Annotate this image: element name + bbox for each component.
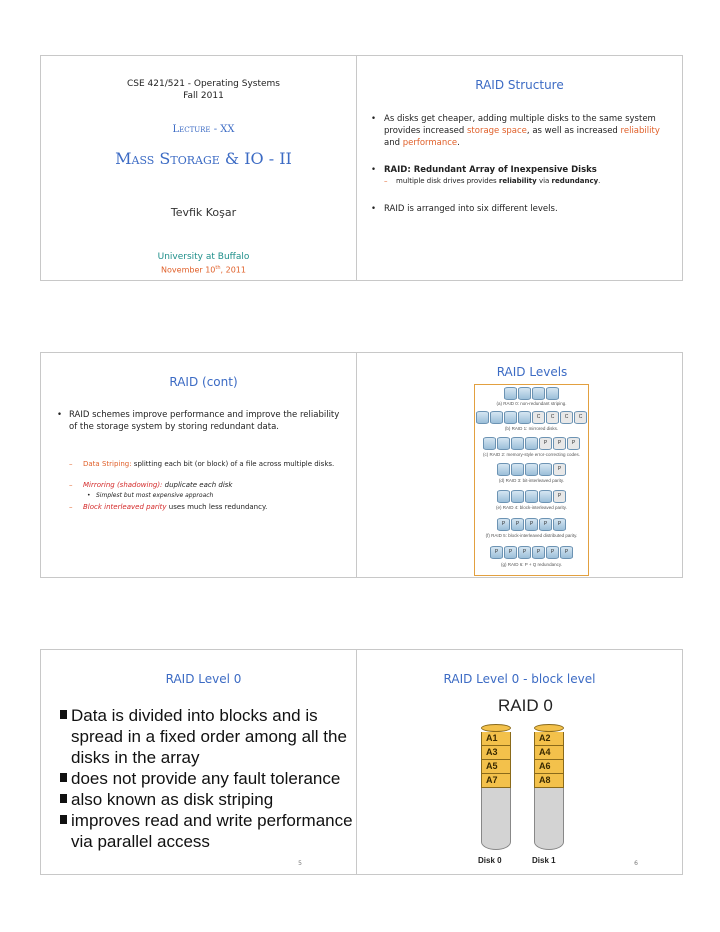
text: . bbox=[598, 177, 601, 185]
disk-icon bbox=[525, 490, 538, 503]
block: A1 bbox=[481, 732, 511, 746]
disk-top bbox=[481, 724, 511, 732]
bullet-no-fault-tolerance bbox=[60, 768, 360, 789]
bullet-performance bbox=[60, 810, 360, 852]
block: A8 bbox=[534, 774, 564, 788]
square-bullet-icon bbox=[60, 794, 67, 803]
text: duplicate each disk bbox=[162, 481, 233, 489]
raid-acronym: RAID: Redundant Array of Inexpensive Disks bbox=[384, 165, 597, 175]
disk-icon: P bbox=[518, 546, 531, 559]
disk-icon bbox=[525, 437, 538, 450]
bullet-data-divided bbox=[60, 705, 360, 768]
disk-1-label: Disk 1 bbox=[532, 856, 556, 865]
raid5-label: (f) RAID 5: block-interleaved distributed parity. bbox=[485, 533, 578, 538]
highlight-performance: performance bbox=[402, 138, 458, 148]
block: A3 bbox=[481, 746, 511, 760]
disk-icon bbox=[525, 463, 538, 476]
disk-icon: P bbox=[560, 546, 573, 559]
text-bold: redundancy bbox=[551, 177, 599, 185]
raid0-label: (a) RAID 0: non-redundant striping. bbox=[496, 401, 567, 406]
disk-icon: P bbox=[532, 546, 545, 559]
disk-icon: P bbox=[567, 437, 580, 450]
raid3-label: (d) RAID 3: bit-interleaved parity. bbox=[498, 478, 565, 483]
bullet-disk-striping bbox=[60, 789, 360, 810]
slide-raid-level-0 bbox=[40, 649, 367, 875]
term-block-parity: Block interleaved parity bbox=[83, 503, 167, 511]
raid2-label: (c) RAID 2: memory-style error-correcting codes. bbox=[482, 452, 581, 457]
square-bullet-icon bbox=[60, 710, 67, 719]
text: improves read and write performance via parallel access bbox=[71, 811, 353, 851]
page-number: 5 bbox=[298, 860, 302, 867]
disk-icon bbox=[497, 437, 510, 450]
raid-levels-figure bbox=[474, 384, 589, 576]
course-name: CSE 421/521 - Operating Systems bbox=[126, 79, 280, 89]
disk-icon bbox=[546, 387, 559, 400]
text: via bbox=[536, 177, 552, 185]
disk-icon: C bbox=[546, 411, 559, 424]
disk-0 bbox=[481, 724, 511, 852]
slide-raid-levels bbox=[356, 352, 683, 578]
disk-empty-space bbox=[534, 788, 564, 850]
text-bold: reliability bbox=[498, 177, 537, 185]
slide-title: RAID Levels bbox=[496, 365, 568, 379]
slide-raid0-block-level bbox=[356, 649, 683, 875]
disk-icon: C bbox=[532, 411, 545, 424]
disk-icon bbox=[518, 387, 531, 400]
bullet-raid-definition: • RAID: Redundant Array of Inexpensive Disks bbox=[371, 165, 597, 175]
lecture-title: Mass Storage & IO - II bbox=[115, 149, 292, 168]
disk-top bbox=[534, 724, 564, 732]
raid1-label: (b) RAID 1: mirrored disks. bbox=[504, 426, 559, 431]
date-year: , 2011 bbox=[220, 265, 246, 275]
raid0-disks bbox=[475, 387, 588, 400]
raid1-disks bbox=[475, 411, 588, 424]
block: A4 bbox=[534, 746, 564, 760]
text: also known as disk striping bbox=[71, 790, 274, 809]
disk-icon: P bbox=[546, 546, 559, 559]
text: Data is divided into blocks and is spread in a fixed order among all the disks in the array bbox=[71, 706, 347, 767]
raid4-label: (e) RAID 4: block-interleaved parity. bbox=[496, 505, 567, 510]
disk-icon bbox=[483, 437, 496, 450]
disk-icon: P bbox=[553, 518, 566, 531]
block: A5 bbox=[481, 760, 511, 774]
disk-icon bbox=[497, 463, 510, 476]
disk-icon: C bbox=[574, 411, 587, 424]
disk-icon bbox=[518, 411, 531, 424]
block: A6 bbox=[534, 760, 564, 774]
text: does not provide any fault tolerance bbox=[71, 769, 341, 788]
disk-icon: P bbox=[539, 518, 552, 531]
disk-icon bbox=[490, 411, 503, 424]
disk-0-label: Disk 0 bbox=[478, 856, 502, 865]
disk-icon bbox=[532, 387, 545, 400]
text: As disks get cheaper, adding multiple disks to the same system provides increased bbox=[384, 114, 656, 136]
disk-1 bbox=[534, 724, 564, 852]
term: Fall 2011 bbox=[183, 91, 224, 101]
text: Simplest but most expensive approach bbox=[96, 492, 214, 499]
text: multiple disk drives provides bbox=[396, 177, 499, 185]
disk-icon: P bbox=[511, 518, 524, 531]
bullet-cheaper-disks: • As disks get cheaper, adding multiple disks to the same system provides increased storage space, as well as increased reliability and performance. bbox=[371, 114, 660, 148]
disk-icon bbox=[504, 387, 517, 400]
sub-bullet-redundancy: – multiple disk drives provides reliability via redundancy. bbox=[384, 177, 601, 185]
highlight-reliability: reliability bbox=[620, 126, 660, 136]
raid5-disks bbox=[475, 518, 588, 531]
block: A7 bbox=[481, 774, 511, 788]
text: RAID schemes improve performance and improve the reliability of the storage system by storing redundant data. bbox=[69, 410, 340, 432]
lecture-number: Lecture - XX bbox=[172, 124, 235, 135]
date-sup: th bbox=[215, 265, 221, 271]
text: . bbox=[457, 138, 460, 148]
square-bullet-icon bbox=[60, 773, 67, 782]
text: RAID is arranged into six different levels. bbox=[384, 204, 558, 214]
raid3-disks bbox=[475, 463, 588, 476]
slide-title: RAID (cont) bbox=[169, 375, 238, 389]
square-bullet-icon bbox=[60, 815, 67, 824]
disk-icon: P bbox=[490, 546, 503, 559]
university: University at Buffalo bbox=[157, 252, 250, 262]
disk-icon: P bbox=[553, 437, 566, 450]
slide-raid-structure bbox=[356, 55, 683, 281]
text: uses much less redundancy. bbox=[166, 503, 268, 511]
disk-icon bbox=[511, 437, 524, 450]
disk-icon: P bbox=[553, 463, 566, 476]
page-number: 6 bbox=[634, 860, 638, 867]
author: Tevfik Koşar bbox=[170, 206, 237, 219]
disk-icon bbox=[504, 411, 517, 424]
slide-title: RAID Level 0 - block level bbox=[443, 672, 596, 686]
term-mirroring: Mirroring (shadowing): bbox=[83, 481, 163, 489]
sub-sub-bullet-expensive: • Simplest but most expensive approach bbox=[87, 492, 214, 499]
sub-bullet-mirroring: – Mirroring (shadowing): duplicate each disk bbox=[69, 481, 233, 489]
slide-raid-cont bbox=[40, 352, 367, 578]
bullet-raid-schemes: • RAID schemes improve performance and improve the reliability of the storage system by storing redundant data. bbox=[57, 410, 340, 432]
raid6-label: (g) RAID 6: P + Q redundancy. bbox=[501, 562, 562, 567]
bullet-six-levels: • RAID is arranged into six different levels. bbox=[371, 204, 558, 214]
disk-icon bbox=[511, 463, 524, 476]
sub-bullet-block-parity: – Block interleaved parity uses much less redundancy. bbox=[69, 503, 268, 511]
date-text: November 10 bbox=[161, 265, 216, 275]
slide-title bbox=[40, 55, 367, 281]
disk-icon bbox=[476, 411, 489, 424]
disk-empty-space bbox=[481, 788, 511, 850]
raid2-disks bbox=[475, 437, 588, 450]
block: A2 bbox=[534, 732, 564, 746]
disk-icon: P bbox=[504, 546, 517, 559]
sub-bullet-data-striping: – Data Striping: splitting each bit (or block) of a file across multiple disks. bbox=[69, 460, 335, 468]
raid4-disks bbox=[475, 490, 588, 503]
text: splitting each bit (or block) of a file across multiple disks. bbox=[131, 460, 335, 468]
date bbox=[41, 265, 366, 275]
slide-title: RAID Structure bbox=[475, 78, 564, 92]
disk-icon: P bbox=[525, 518, 538, 531]
disk-icon: P bbox=[497, 518, 510, 531]
term-data-striping: Data Striping: bbox=[83, 460, 132, 468]
text: , as well as increased bbox=[526, 126, 621, 136]
disk-icon bbox=[497, 490, 510, 503]
text: and bbox=[384, 138, 403, 148]
disk-icon bbox=[511, 490, 524, 503]
disk-icon: C bbox=[560, 411, 573, 424]
disk-icon: P bbox=[539, 437, 552, 450]
slide-title: RAID Level 0 bbox=[165, 672, 242, 686]
raid6-disks bbox=[475, 546, 588, 559]
disk-icon bbox=[539, 463, 552, 476]
diagram-title: RAID 0 bbox=[498, 696, 553, 715]
highlight-storage-space: storage space bbox=[466, 126, 527, 136]
disk-icon: P bbox=[553, 490, 566, 503]
disk-icon bbox=[539, 490, 552, 503]
